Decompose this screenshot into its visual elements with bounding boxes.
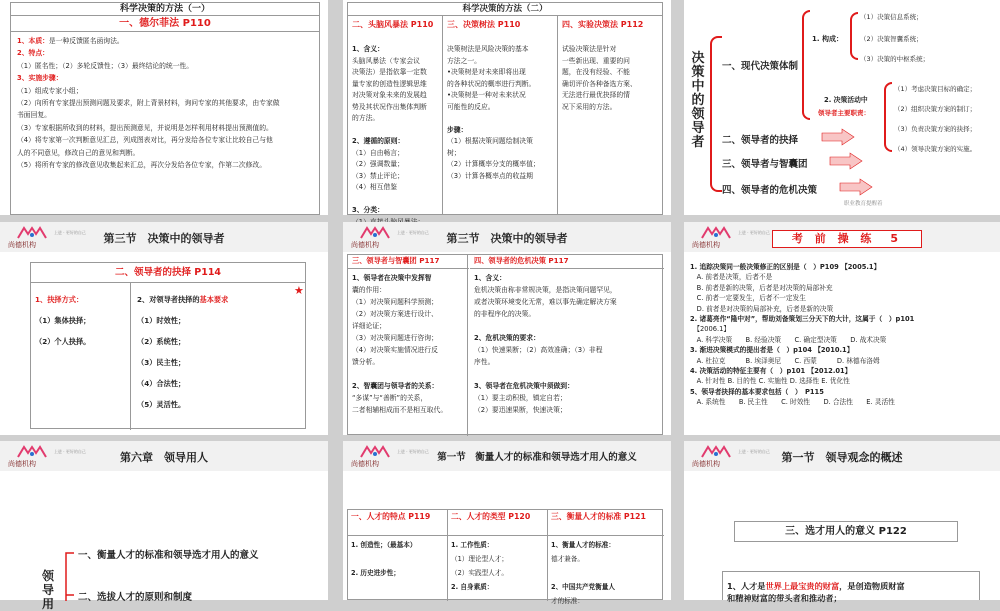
text-line: 量专家的创造性逻辑思维	[352, 79, 427, 88]
main-brace	[710, 36, 722, 192]
logo-icon	[700, 226, 732, 240]
text-line: 1、衡量人才的标准：	[551, 541, 615, 549]
line-text: （5）将所有专家的修改意见收集起来汇总，再次分发给各位专家，作第二次修改。	[17, 161, 267, 170]
vertical-title: 领导用	[42, 569, 55, 611]
column-experiment	[558, 16, 664, 215]
text-line	[17, 97, 313, 109]
line-text: 是一种反馈匿名函询法。	[48, 37, 124, 45]
text-line: 5、领导者抉择的基本要求包括（ ） P115	[690, 387, 824, 396]
question-list	[684, 262, 1000, 408]
column-talent-types	[448, 510, 548, 601]
slide-subtitle: 一、德尔菲法 P110	[10, 16, 320, 32]
composition-item: （2）决策智囊系统；	[860, 35, 923, 43]
text-line: 德才兼备。	[551, 555, 584, 563]
text-line: （3）计算各概率点的收益期	[447, 171, 533, 180]
list-item: （3）民主性；	[137, 358, 186, 367]
text-line: 可能性的反应。	[447, 102, 495, 111]
text-line: 危机决策由称非常规决策，是指决策问题罕见，	[474, 286, 617, 294]
text-line: 一些新出现、重要的问	[562, 56, 630, 65]
text-line: 1、含义：	[352, 45, 384, 53]
item-selection-principle: 二、选拔人才的原则和制度	[78, 592, 193, 603]
text-line: 1、含义：	[474, 274, 506, 282]
text-line: “多谋”与“善断”的关系，	[352, 394, 428, 402]
text-line: （4）相互借鉴	[352, 183, 398, 191]
text-line: 确切评价各种备选方案、	[562, 79, 637, 88]
text-line: 势及其状况作出集体判断	[352, 102, 427, 111]
composition-brace	[850, 12, 858, 60]
text-line: （1）要主动积极，镇定自若；	[474, 394, 567, 402]
brand-slogan: 上进 · 更好的自己	[397, 230, 429, 235]
text-line: 3、分类：	[352, 206, 384, 214]
text-line: （1）对决策问题科学预测；	[352, 298, 438, 306]
text-line: A. 杜拉克 B. 埃泽奥尼 C. 西蒙 D. 林德布洛姆	[690, 356, 880, 365]
composition-item: （1）决策信息系统；	[860, 13, 923, 21]
text-line: A. 针对性 B. 目的性 C. 实施性 D. 选择性 E. 优化性	[690, 377, 850, 386]
text-line	[17, 60, 313, 72]
vertical-title: 决策中的领导者	[691, 51, 705, 150]
list-item: （1）集体抉择；	[35, 316, 91, 325]
line-highlight: 世界上最宝贵的财富	[765, 581, 840, 591]
text-line: 树；	[447, 148, 461, 157]
text-line	[447, 113, 553, 125]
composition-item: （3）决策的中枢系统；	[860, 55, 930, 63]
column-body	[447, 44, 553, 182]
composition-label: 1. 构成：	[812, 35, 843, 43]
text-line: 对决策对象未来的发展趋	[352, 91, 427, 99]
slide-thumbnail-9[interactable]	[684, 441, 1000, 603]
text-line: 馈分析。	[352, 358, 380, 366]
column-header: 四、实验决策法 P112	[562, 20, 644, 29]
activity-label: 2. 决策活动中	[824, 96, 868, 104]
text-line: 3、领导者在危机决策中须做到：	[474, 382, 574, 390]
duty-item: （4）领导决策方案的实施。	[894, 145, 977, 153]
column-header: 三、决策树法 P110	[447, 20, 521, 29]
column-brainstorm	[348, 16, 443, 215]
think-tank-column	[348, 255, 468, 436]
text-line: A. 前者是决策，后者不是	[690, 273, 773, 282]
line-text: 书面回复。	[17, 111, 51, 120]
column-body	[351, 538, 444, 580]
text-line: （1）理论型人才；	[451, 555, 508, 563]
list-item: （2）系统性；	[137, 337, 186, 346]
text-line: 囊的作用：	[352, 286, 386, 294]
slide-thumbnail-2[interactable]	[343, 0, 671, 215]
bracket-line	[56, 541, 76, 601]
slide-header	[0, 222, 328, 252]
method-table	[347, 16, 663, 215]
column-header: 三、衡量人才的标准 P121	[548, 510, 664, 536]
text-line: （2）计算概率分支的概率值；	[447, 160, 540, 168]
text-line: B. 前者是新的决策，后者是对决策的局部补充	[690, 283, 833, 292]
text-line: （3）禁止评论；	[352, 171, 404, 180]
duty-item: （2）组织决策方案的制订；	[894, 105, 977, 113]
text-line: 2. 历史进步性；	[351, 569, 400, 577]
column-body	[474, 272, 658, 416]
text-line: 决策法）是指依靠一定数	[352, 68, 427, 76]
column-header: 二、人才的类型 P120	[448, 510, 547, 536]
duty-item: （3）负责决策方案的抉择；	[894, 125, 977, 133]
item-crisis-decision: 四、领导者的危机决策	[722, 185, 818, 196]
text-line	[17, 47, 313, 59]
brand-name: 尚德机构	[8, 460, 36, 468]
slide-body	[10, 32, 320, 215]
text-line	[17, 134, 313, 146]
leader-table	[347, 254, 663, 435]
slide-heading: 第三节 决策中的领导者	[103, 232, 225, 245]
brand-slogan: 上进 · 更好的自己	[397, 449, 429, 454]
text-line	[17, 85, 313, 97]
arrow-icon	[840, 179, 872, 195]
text-line: 步骤：	[447, 125, 468, 134]
column-header: 四、领导者的危机决策 P117	[470, 255, 664, 269]
brand-logo	[692, 226, 770, 250]
item-leader-choice: 二、领导者的抉择	[722, 135, 799, 146]
text-line: 【2006.1】	[690, 325, 731, 334]
line-text: 人的不同意见，修改自己的意见和判断。	[17, 148, 140, 157]
text-line: （1）快速果断；（2）高效准确；（3）非程	[474, 346, 603, 354]
text-line	[474, 320, 658, 332]
text-line	[17, 72, 313, 84]
column-body	[352, 44, 438, 228]
text-line: 的非程序化的决策。	[474, 310, 536, 318]
slide-thumbnail-7[interactable]	[0, 441, 328, 611]
column-body	[551, 538, 661, 608]
text-line: 2、遵循的原则：	[352, 137, 405, 145]
brand-slogan: 上进 · 更好的自己	[738, 449, 770, 454]
brand-slogan: 上进 · 更好的自己	[54, 230, 86, 235]
text-line: 1、领导者在决策中发挥智	[352, 274, 432, 282]
text-line	[17, 109, 313, 121]
text-line: （2）实践型人才。	[451, 569, 508, 577]
text-line: （1）自由畅言；	[352, 148, 404, 157]
line-text: （4）将专家第一次判断意见汇总，列成图表对比，再分发给各位专家让比较自己与他	[17, 136, 273, 145]
text-line: 试验决策法是针对	[562, 45, 617, 53]
activity-sublabel: 领导者主要职责：	[818, 109, 870, 117]
line-suffix: ，是创造物质财富	[839, 581, 905, 591]
slide-thumbnail-8[interactable]	[343, 441, 671, 605]
column-talent-traits	[348, 510, 448, 601]
text-line: （2）强调数量；	[352, 160, 404, 168]
slide-heading: 第六章 领导用人	[120, 451, 208, 464]
text-line: C. 前者一定要发生，后者不一定发生	[690, 294, 806, 303]
text-line: 才的标准：	[551, 597, 584, 605]
slide-header	[0, 441, 328, 471]
slide-heading: 第三节 决策中的领导者	[446, 232, 568, 245]
text-line: A. 科学决策 B. 经验决策 C. 确定型决策 D. 战术决策	[690, 335, 887, 344]
list-item: （5）灵活性。	[137, 400, 186, 409]
text-line: （2）对决策方案进行设计、	[352, 310, 438, 318]
text-line: （3）对决策问题进行咨询；	[352, 334, 438, 342]
duty-item: （1）考虑决策目标的确定；	[894, 85, 977, 93]
slide-heading: 第一节 领导观念的概述	[781, 451, 903, 464]
left-header: 1、抉择方式：	[35, 295, 84, 304]
text-line: 方法之一。	[447, 56, 481, 65]
slide-heading: 第一节 衡量人才的标准和领导选才用人的意义	[437, 452, 637, 463]
line-label: 2、特点：	[17, 49, 49, 58]
line-label: 3、实施步骤：	[17, 74, 63, 83]
text-line: 无法进行最优抉择的情	[562, 91, 630, 99]
slide-header	[684, 441, 1000, 471]
text-line: 或者决策环境变化无常，难以事先确定解决方案	[474, 298, 617, 306]
body-line: 和精神财富的带头者和推动者；	[727, 593, 842, 603]
text-line: 题，在没有经验、不能	[562, 68, 630, 76]
text-line	[551, 566, 661, 580]
text-line: •决策树是对未来即将出现	[447, 68, 526, 76]
text-line: 的各种状况的概率进行判断。	[447, 79, 536, 88]
text-line: 2. 诸葛亮作“隆中对”，帮助刘备策划三分天下的大计，这属于（ ）p101	[690, 315, 915, 324]
brand-name: 尚德机构	[692, 241, 720, 249]
left-column	[31, 283, 131, 430]
slide-thumbnail-6[interactable]	[684, 222, 1000, 435]
exam-practice-banner: 考 前 操 练 5	[772, 230, 922, 248]
duties-brace	[884, 82, 892, 152]
text-line: •决策树是一种对未来状况	[447, 91, 526, 99]
column-body	[451, 538, 544, 594]
text-line	[474, 368, 658, 380]
text-line: （1）根据决策问题绘制决策	[447, 137, 533, 145]
sub-brace	[802, 10, 810, 120]
brand-name: 尚德机构	[351, 460, 379, 468]
column-header: 二、头脑风暴法 P110	[352, 20, 434, 29]
text-line: 的方法。	[352, 114, 380, 122]
line-text: （3）专家根据所收到的材料，提出预测意见，并说明是怎样利用材料提出预测值的。	[17, 123, 273, 132]
text-line	[351, 552, 444, 566]
column-body	[352, 272, 463, 416]
slide-header	[684, 222, 1000, 252]
text-line	[352, 125, 438, 137]
text-line: 1. 追踪决策同一般决策修正的区别是（ ）P109 【2005.1】	[690, 263, 881, 271]
column-body	[562, 44, 660, 113]
crisis-column	[468, 255, 664, 436]
text-line: 2、危机决策的要求：	[474, 334, 540, 342]
text-line	[17, 159, 313, 171]
slide-body	[722, 571, 980, 603]
list-item: （1）时效性；	[137, 316, 186, 325]
column-decision-tree	[443, 16, 558, 215]
text-line	[352, 368, 463, 380]
line-label: 1、本质：	[17, 37, 49, 45]
column-header: 三、领导者与智囊团 P117	[348, 255, 469, 269]
slide-header	[343, 222, 671, 252]
column-header: 一、人才的特点 P119	[348, 510, 447, 536]
slide-header	[343, 441, 671, 471]
talent-table	[347, 509, 663, 605]
item-talent-standard: 一、衡量人才的标准和领导选才用人的意义	[78, 550, 259, 561]
text-line: 序性。	[474, 358, 495, 366]
text-line: （2）要迅速果断，快速决策；	[474, 406, 567, 414]
column-talent-standard	[548, 510, 664, 605]
right-column	[131, 283, 307, 430]
right-header-text: 2、对领导者抉择的	[137, 295, 200, 304]
list-item: （4）合法性；	[137, 379, 186, 388]
body-line	[727, 580, 975, 592]
arrow-icon	[822, 129, 854, 145]
line-prefix: 1、人才是	[727, 581, 766, 591]
text-line: D. 前者是对决策的局部补充，后者是新的决策	[690, 304, 834, 313]
text-line: 3. 渐进决策模式的提出者是（ ）p104 【2010.1】	[690, 346, 854, 355]
brand-slogan: 上进 · 更好的自己	[738, 230, 770, 235]
slide-thumbnail-4[interactable]	[0, 222, 328, 435]
line-text: （1）匿名性；（2）多轮反馈性；（3）最终结论的统一性。	[17, 61, 194, 70]
star-icon: ★	[294, 284, 304, 297]
text-line: 二者相辅相成而不是相互取代。	[352, 406, 448, 414]
text-line	[17, 35, 313, 47]
slide-title: 科学决策的方法（二）	[347, 2, 663, 16]
line-text: （2）向所有专家提出预测问题及要求，附上背景材料，询问专家的其他要求，由专家做	[17, 99, 280, 108]
text-line: 1. 创造性；（最基本）	[351, 541, 417, 549]
brand-slogan: 上进 · 更好的自己	[54, 449, 86, 454]
brand-name: 尚德机构	[351, 241, 379, 249]
text-line: 4. 决策活动的特征主要有（ ）p101 【2012.01】	[690, 367, 852, 376]
box-title: 二、领导者的抉择 P114	[31, 263, 305, 283]
line-text: （1）组成专家小组；	[17, 86, 83, 95]
list-item: （2）个人抉择。	[35, 337, 91, 346]
item-modern-system: 一、现代决策体制	[722, 61, 799, 72]
text-line: 2、智囊团与领导者的关系：	[352, 382, 439, 390]
slide-thumbnail-3[interactable]	[684, 0, 1000, 215]
slide-title: 科学决策的方法（一）	[10, 2, 320, 16]
right-header	[137, 289, 301, 310]
text-line: 头脑风暴法（专家会议	[352, 56, 420, 65]
choice-box	[30, 262, 306, 429]
brand-name: 尚德机构	[692, 460, 720, 468]
text-line: A. 系统性 B. 民主性 C. 时效性 D. 合法性 E. 灵活性	[690, 398, 895, 407]
text-line	[17, 147, 313, 159]
brand-name: 尚德机构	[8, 241, 36, 249]
slide-thumbnail-5[interactable]	[343, 222, 671, 435]
text-line	[17, 122, 313, 134]
text-line	[352, 194, 438, 206]
text-line: 2、中国共产党衡量人	[551, 583, 615, 591]
text-line: 详细论证；	[352, 322, 386, 330]
arrow-icon	[830, 153, 862, 169]
text-line: 1. 工作性质：	[451, 541, 494, 549]
slide-thumbnail-1[interactable]	[0, 0, 328, 215]
slide-subtitle: 三、选才用人的意义 P122	[734, 521, 958, 542]
text-line: （4）对决策实施情况进行反	[352, 346, 438, 354]
watermark-text: 职业教育提醒着	[844, 201, 883, 207]
item-think-tank: 三、领导者与智囊团	[722, 159, 808, 170]
right-header-highlight: 基本要求	[199, 295, 229, 304]
text-line: 况下采用的方法。	[562, 102, 617, 111]
text-line: 决策树法是风险决策的基本	[447, 45, 529, 53]
text-line: 2. 自身素质：	[451, 583, 494, 591]
